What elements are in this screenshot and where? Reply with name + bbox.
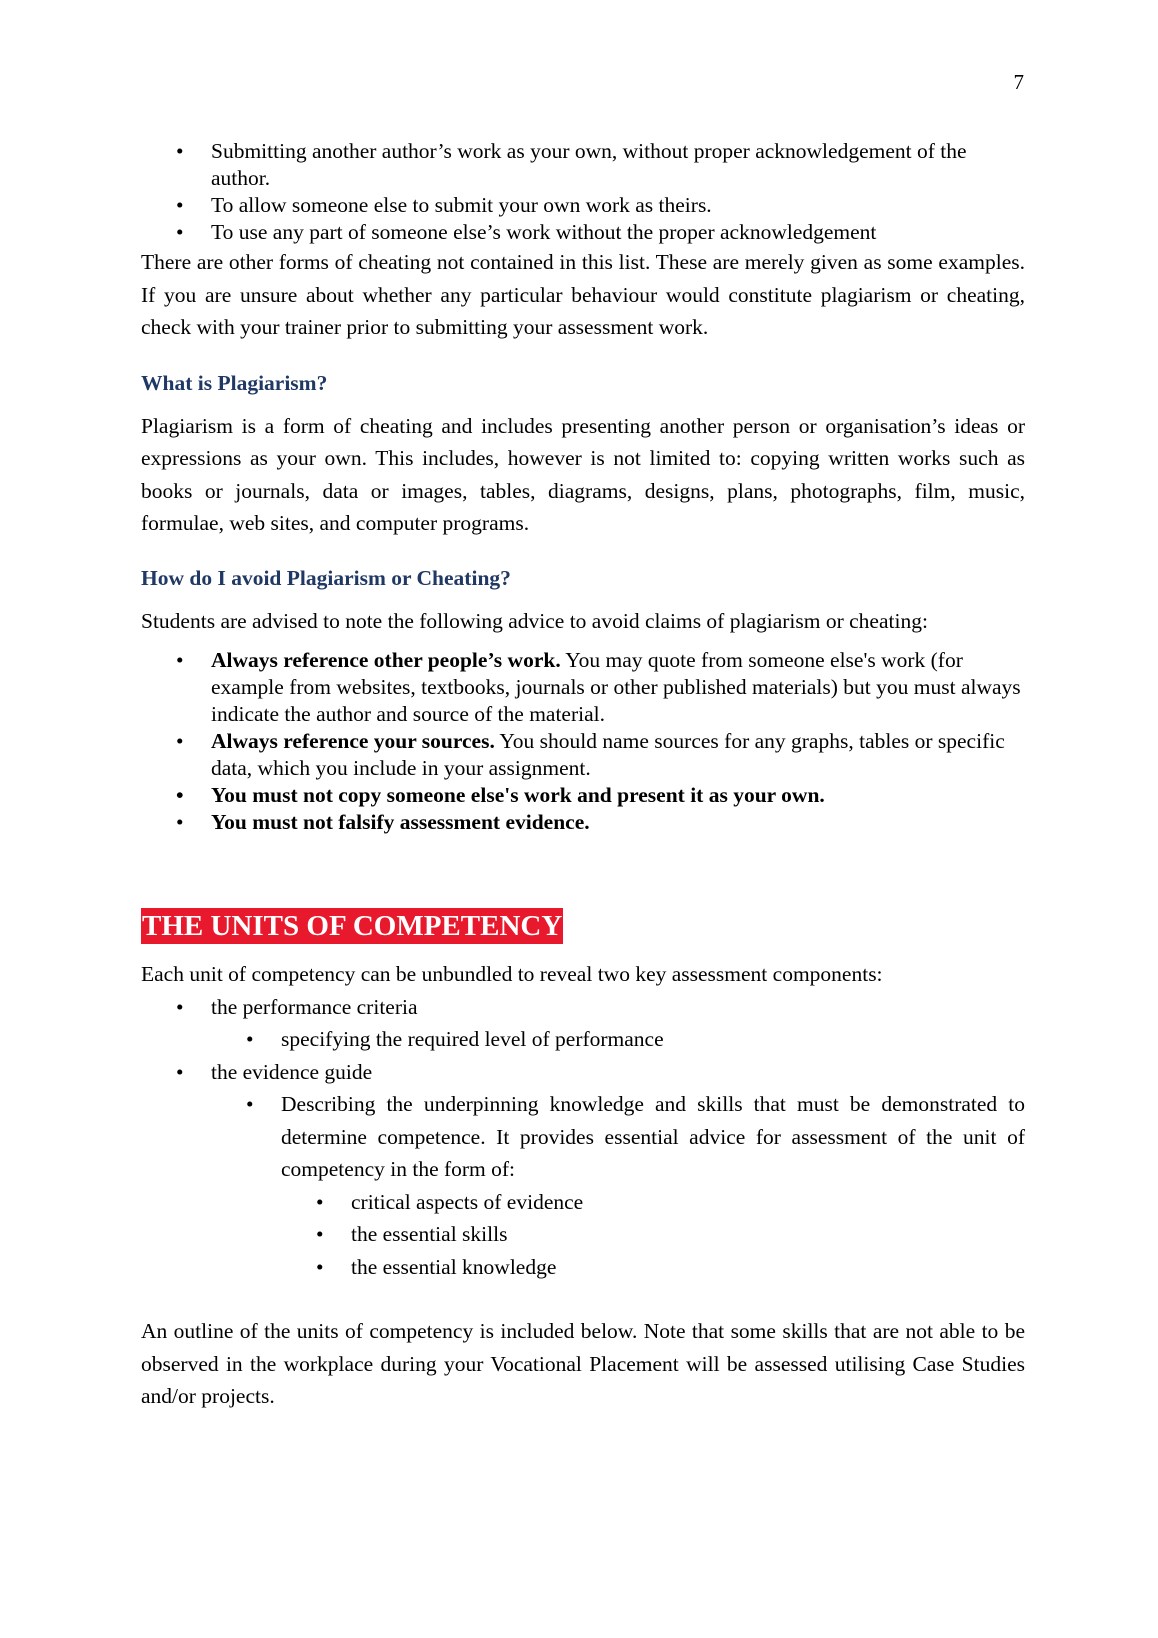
bullet-icon: •	[176, 810, 184, 834]
units-outline: An outline of the units of competency is included below. Note that some skills that are not able to be observed in the workplace during your Vocational Placement will be assessed utilising Case Studies and/or projects.	[141, 1319, 1025, 1408]
units-intro: Each unit of competency can be unbundled to reveal two key assessment components:	[141, 962, 883, 986]
list-item: • Describing the underpinning knowledge and skills that must be demonstrated to determine competence. It provides essential advice for assessment of the unit of competency in the form of:	[141, 1088, 1025, 1186]
bullet-icon: •	[176, 139, 184, 163]
list-item: • To allow someone else to submit your own work as theirs.	[176, 193, 712, 217]
list-item: • the essential skills	[141, 1218, 1025, 1251]
bullet-icon: •	[176, 994, 184, 1019]
list-item: • You must not copy someone else's work and present it as your own.	[176, 783, 825, 807]
list-item: • the evidence guide	[141, 1056, 1025, 1089]
document-body	[141, 138, 1025, 1413]
bullet-icon: •	[316, 1222, 324, 1246]
list-item: • the essential knowledge	[141, 1251, 1025, 1284]
bullet-icon: •	[176, 648, 184, 672]
list-item: • the performance criteria	[141, 991, 1025, 1024]
plagiarism-body: Plagiarism is a form of cheating and includes presenting another person or organisation’s ideas or expressions as your own. This includes, however is not limited to: copying written works such as books or journals, data or images, tables, diagrams, designs, plans, photographs, film, music, formulae, web sites, and computer programs.	[141, 413, 1025, 535]
bullet-icon: •	[176, 220, 184, 244]
bullet-icon: •	[316, 1189, 324, 1214]
bullet-icon: •	[246, 1027, 254, 1051]
avoid-heading: How do I avoid Plagiarism or Cheating?	[141, 565, 511, 590]
bullet-icon: •	[316, 1254, 324, 1279]
units-title: THE UNITS OF COMPETENCY	[142, 910, 563, 942]
list-item: • critical aspects of evidence	[141, 1186, 1025, 1219]
units-list	[141, 991, 1025, 1284]
list-item: • You must not falsify assessment evidence.	[176, 810, 590, 834]
list-item: • Submitting another author’s work as your own, without proper acknowledgement of the author.	[176, 139, 967, 190]
list-item: • specifying the required level of performance	[141, 1023, 1025, 1056]
bullet-icon: •	[246, 1092, 254, 1116]
avoid-list	[141, 647, 1025, 836]
list-item: • Always reference your sources. You should name sources for any graphs, tables or specific data, which you include in your assignment.	[176, 729, 1005, 780]
list-item: • To use any part of someone else’s work without the proper acknowledgement	[176, 220, 877, 244]
page-number: 7	[1013, 70, 1024, 94]
plagiarism-heading: What is Plagiarism?	[141, 370, 328, 395]
bullet-icon: •	[176, 729, 184, 753]
avoid-intro: Students are advised to note the following advice to avoid claims of plagiarism or cheating:	[141, 608, 928, 633]
list-item: • Always reference other people’s work. You may quote from someone else's work (for example from websites, textbooks, journals or other published materials) but you must always indicate the author and source of the material.	[176, 648, 1021, 726]
bullet-icon: •	[176, 783, 184, 807]
bullet-icon: •	[176, 1059, 184, 1084]
cheating-note: There are other forms of cheating not contained in this list. These are merely given as some examples. If you are unsure about whether any particular behaviour would constitute plagiarism or cheating, check with your trainer prior to submitting your assessment work.	[141, 250, 1025, 339]
cheating-list	[141, 138, 1025, 246]
bullet-icon: •	[176, 193, 184, 217]
